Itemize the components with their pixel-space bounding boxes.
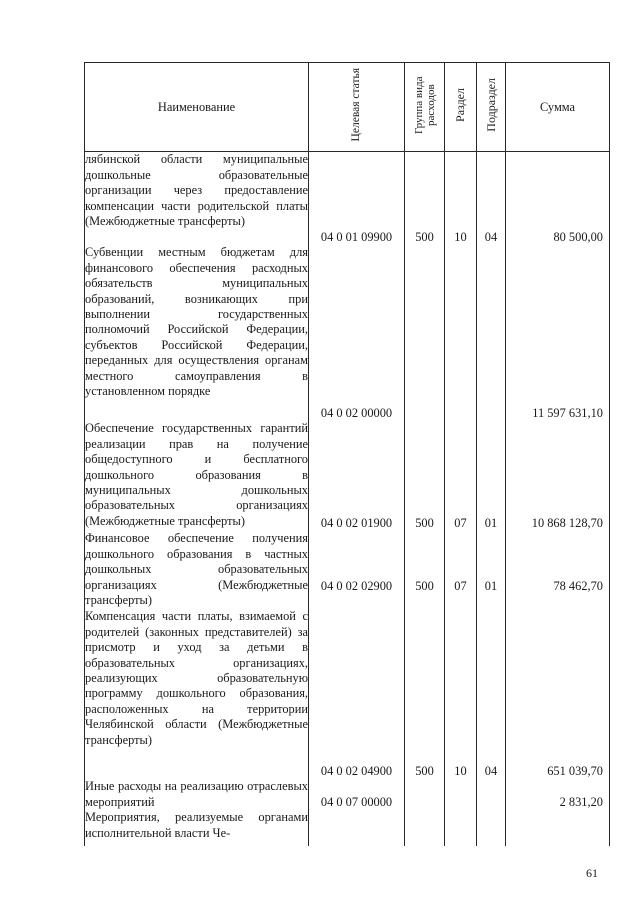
row-name: Мероприятия, реализуемые органами исполнительной власти Че- <box>85 810 308 840</box>
row-sum: 10 868 128,70 <box>531 516 603 530</box>
header-group: Группа вида расходов <box>405 63 445 152</box>
table-row <box>85 531 610 609</box>
page-number: 61 <box>586 866 598 880</box>
row-code: 04 0 02 02900 <box>320 579 393 593</box>
table-row <box>85 152 610 246</box>
row-subsection: 01 <box>484 579 498 593</box>
budget-table <box>84 62 610 846</box>
header-subsection: Подраздел <box>477 63 506 152</box>
row-section: 07 <box>454 579 467 593</box>
row-code: 04 0 02 04900 <box>320 764 393 778</box>
row-sum: 80 500,00 <box>553 230 603 244</box>
header-name: Наименование <box>85 63 309 152</box>
table-row <box>85 609 610 779</box>
row-name: Компенсация части платы, взимаемой с родителей (законных представителей) за присмотр и уход за детьми в образовательных организациях, реализующих образовательную программу дошкольного образования, расположенных на территории Челябинской области (Межбюджетные трансферты) <box>85 609 308 747</box>
header-target: Целевая статья <box>309 63 405 152</box>
row-sum: 651 039,70 <box>547 764 603 778</box>
table-header-row <box>85 63 610 152</box>
header-sum: Сумма <box>506 63 610 152</box>
table-row <box>85 421 610 531</box>
row-code: 04 0 07 00000 <box>320 795 393 809</box>
row-name: Финансовое обеспечение получения дошкольного образования в частных дошкольных образовательных организациях (Межбюджетные трансферты) <box>85 531 308 608</box>
row-group: 500 <box>415 764 434 778</box>
row-group: 500 <box>415 579 434 593</box>
row-subsection: 04 <box>484 764 498 778</box>
row-name: Иные расходы на реализацию отраслевых мероприятий <box>85 779 308 809</box>
row-section: 07 <box>454 516 467 530</box>
row-section: 10 <box>454 764 467 778</box>
table-row <box>85 779 610 810</box>
table-row <box>85 810 610 846</box>
row-code: 04 0 02 00000 <box>320 406 393 420</box>
table-row <box>85 245 610 421</box>
row-section: 10 <box>454 230 467 244</box>
row-code: 04 0 01 09900 <box>320 230 393 244</box>
row-code: 04 0 02 01900 <box>320 516 393 530</box>
header-section: Раздел <box>445 63 477 152</box>
row-subsection: 04 <box>484 230 498 244</box>
row-sum: 2 831,20 <box>559 795 603 809</box>
row-group: 500 <box>415 230 434 244</box>
row-name: лябинской области муниципальные дошкольные образовательные организации через предоставление компенсации части родительской платы (Межбюджетные трансферты) <box>85 152 308 229</box>
row-subsection: 01 <box>484 516 498 530</box>
row-name: Обеспечение государственных гарантий реализации прав на получение общедоступного и бесплатного дошкольного образования в муниципальных дошкольных образовательных организациях (Межбюджетные трансферты) <box>85 421 308 528</box>
row-name: Субвенции местным бюджетам для финансового обеспечения расходных обязательств муниципальных образований, возникающих при выполнении государственных полномочий Российской Федерации, субъектов Российской Федерации, переданных для осуществления органам местного самоуправления в установленном порядке <box>85 245 308 399</box>
row-sum: 78 462,70 <box>553 579 603 593</box>
row-sum: 11 597 631,10 <box>532 406 603 420</box>
row-group: 500 <box>415 516 434 530</box>
